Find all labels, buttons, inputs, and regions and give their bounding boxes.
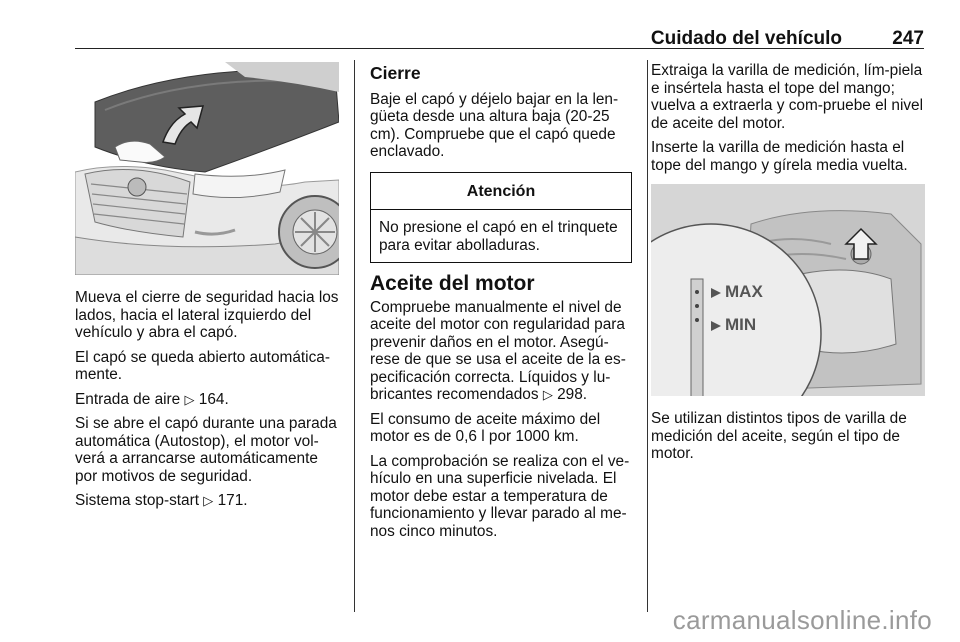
check-oil-text: Compruebe manualmente el nivel de aceite del motor con regularidad para prevenir daños en el motor. Asegú-rese de que se usa el aceite de la es-pecificación correcta. Líquidos y lu-bricantes recomendados bbox=[370, 298, 626, 403]
paragraph-oil-consumption: El consumo de aceite máximo del motor es de 0,6 l por 1000 km. bbox=[370, 410, 601, 445]
engine-bay-illustration bbox=[651, 184, 925, 396]
paragraph-remove-dipstick: Extraiga la varilla de medición, lím-piela e insértela hasta el tope del mango; vuelva a extraerla y com-pruebe el nivel de aceite del motor. bbox=[651, 62, 924, 132]
paragraph-insert-dipstick: Inserte la varilla de medición hasta el tope del mango y gírela media vuelta. bbox=[651, 139, 908, 174]
fluids-ref[interactable]: 298. bbox=[557, 386, 588, 403]
paragraph-dipstick-types: Se utilizan distintos tipos de varilla de medición del aceite, según el tipo de motor. bbox=[651, 410, 907, 462]
page-ref-arrow-icon: ▷ bbox=[542, 387, 553, 402]
caution-title: Atención bbox=[371, 173, 631, 211]
column-3 bbox=[651, 62, 925, 470]
air-intake-ref[interactable]: 164. bbox=[198, 390, 229, 408]
hood-image bbox=[75, 62, 339, 275]
column-divider-1 bbox=[354, 60, 355, 612]
caution-box bbox=[370, 172, 632, 264]
dipstick-min-label: MIN bbox=[725, 315, 757, 334]
column-divider-2 bbox=[647, 60, 648, 612]
watermark: carmanualsonline.info bbox=[672, 605, 932, 635]
air-intake-text: Entrada de aire bbox=[75, 390, 185, 408]
page-number: 247 bbox=[892, 28, 924, 49]
page-header bbox=[75, 26, 924, 50]
stop-start-ref[interactable]: 171. bbox=[217, 492, 248, 509]
paragraph-check-conditions: La comprobación se realiza con el ve-hículo en una superficie nivelada. El motor debe estar a temperatura de funcionamiento y llevar parado al me-nos cinco minutos. bbox=[370, 452, 630, 540]
page-ref-arrow-icon: ▷ bbox=[203, 493, 214, 508]
caution-body: No presione el capó en el trinquete para evitar abolladuras. bbox=[379, 219, 618, 254]
paragraph-air-intake bbox=[75, 391, 341, 409]
section-heading-close: Cierre bbox=[370, 63, 421, 83]
paragraph-autostop: Si se abre el capó durante una parada automática (Autostop), el motor vol-verá a arrancarse automáticamente por motivos de seguridad. bbox=[75, 415, 337, 485]
column-2 bbox=[370, 62, 632, 547]
paragraph-close-hood: Baje el capó y déjelo bajar en la len-güeta desde una altura baja (20-25 cm). Compruebe que el capó quede enclavado. bbox=[370, 90, 619, 160]
section-heading-engine-oil: Aceite del motor bbox=[370, 272, 535, 295]
paragraph-check-oil bbox=[370, 299, 632, 404]
page-ref-arrow-icon: ▷ bbox=[184, 391, 195, 407]
page-title: Cuidado del vehículo bbox=[650, 28, 842, 49]
car-hood-illustration bbox=[75, 62, 339, 275]
paragraph-open-hood: Mueva el cierre de seguridad hacia los lados, hacia el lateral izquierdo del vehículo y abra el capó. bbox=[75, 289, 339, 341]
column-1 bbox=[75, 62, 341, 517]
paragraph-hood-stays-open: El capó se queda abierto automática-mente. bbox=[75, 348, 330, 383]
stop-start-text: Sistema stop-start bbox=[75, 492, 204, 509]
dipstick-max-label: MAX bbox=[725, 282, 763, 301]
dipstick-image bbox=[651, 184, 925, 396]
paragraph-stop-start bbox=[75, 492, 341, 510]
header-rule bbox=[75, 48, 924, 49]
